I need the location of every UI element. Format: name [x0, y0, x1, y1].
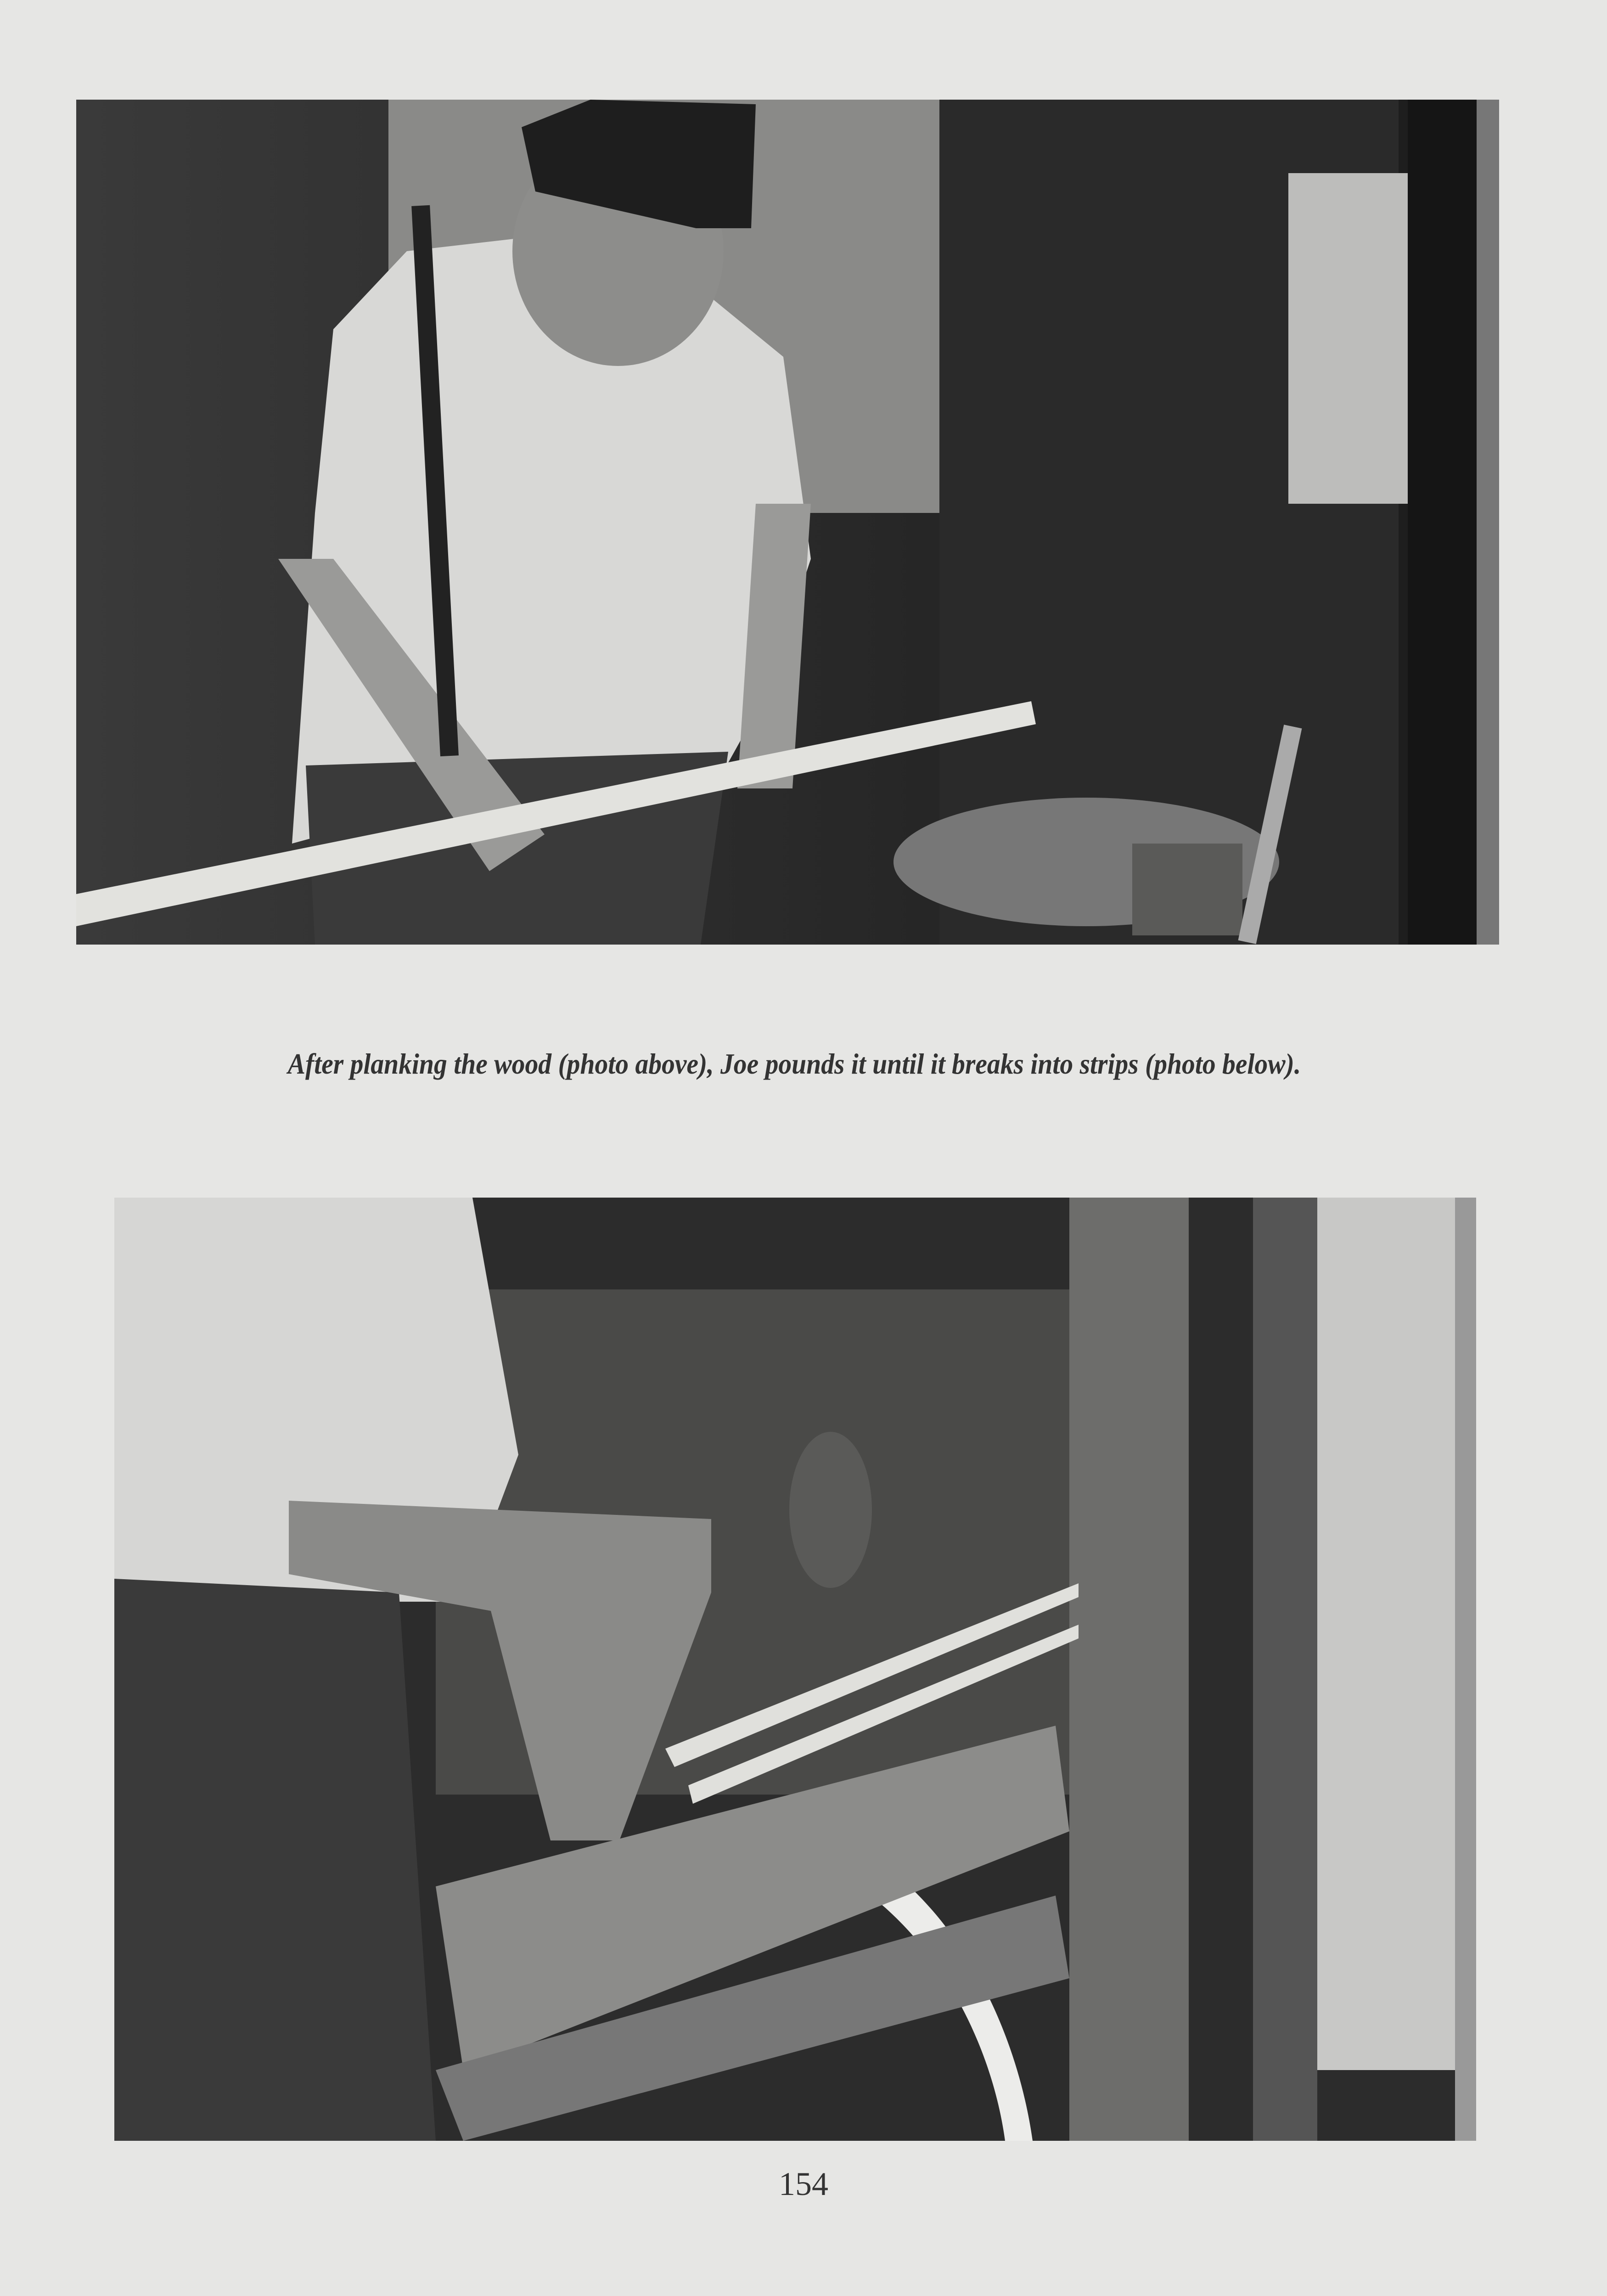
photo-bottom-image	[114, 1198, 1476, 2141]
caption-text: After planking the wood (photo above), Joe pounds it until it breaks into strips (photo below).	[287, 1047, 1301, 1080]
photo-caption	[161, 1047, 1428, 1081]
photo-top-image	[76, 100, 1499, 945]
page-number: 154	[779, 2166, 828, 2202]
photo-planking-wood	[76, 100, 1499, 945]
photo-pounding-strips	[114, 1198, 1476, 2141]
